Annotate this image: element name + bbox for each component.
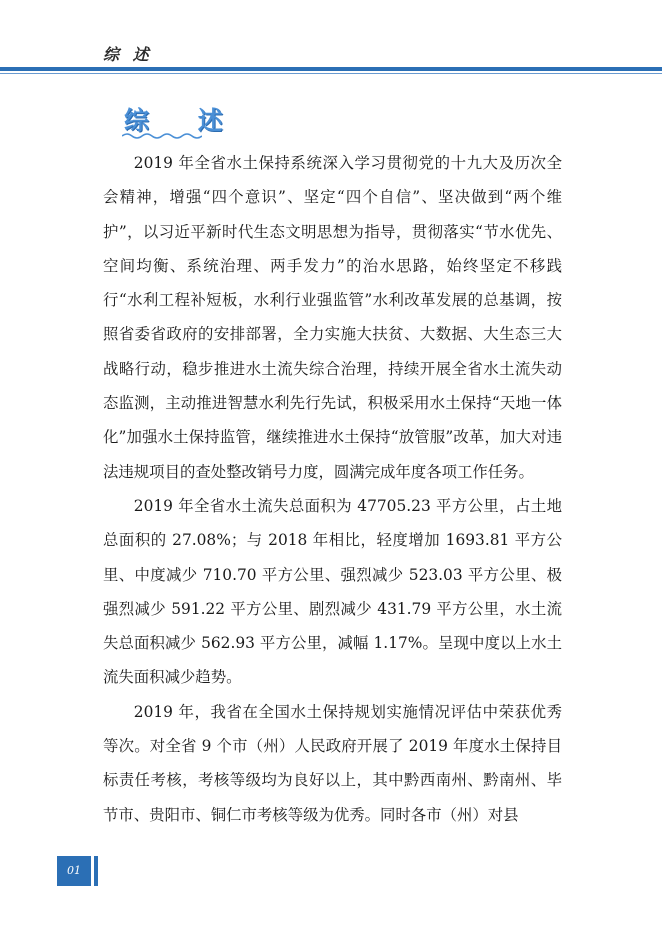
page-number: 01 (57, 856, 91, 886)
paragraph-2: 2019 年全省水土流失总面积为 47705.23 平方公里，占土地总面积的 27.08%；与 2018 年相比，轻度增加 1693.81 平方公里、中度减少 710.70 平方公里、强烈减少 523.03 平方公里、极强烈减少 591.22 平方公里、剧烈减少 431.79 平方公里，水土流失总面积减少 562.93 平方公里，减幅 1.17%。呈现中度以上水土流失面积减少趋势。 (103, 496, 562, 687)
body-text (103, 146, 562, 832)
running-header: 综 述 (103, 45, 153, 64)
header-rule-thin (0, 73, 662, 74)
header-rule (0, 67, 662, 71)
paragraph-3: 2019 年，我省在全国水土保持规划实施情况评估中荣获优秀等次。对全省 9 个市（州）人民政府开展了 2019 年度水土保持目标责任考核，考核等级均为良好以上，其中黔西南州、黔南州、毕节市、贵阳市、铜仁市考核等级为优秀。同时各市（州）对县 (103, 702, 562, 824)
page-title: 综 述 (124, 106, 243, 135)
title-underline-wave (122, 132, 202, 140)
page-number-bar (94, 856, 98, 886)
paragraph-1: 2019 年全省水土保持系统深入学习贯彻党的十九大及历次全会精神，增强“四个意识”、坚定“四个自信”、坚决做到“两个维护”，以习近平新时代生态文明思想为指导，贯彻落实“节水优先、空间均衡、系统治理、两手发力”的治水思路，始终坚定不移践行“水利工程补短板，水利行业强监管”水利改革发展的总基调，按照省委省政府的安排部署，全力实施大扶贫、大数据、大生态三大战略行动，稳步推进水土流失综合治理，持续开展全省水土流失动态监测，主动推进智慧水利先行先试，积极采用水土保持“天地一体化”加强水土保持监管，继续推进水土保持“放管服”改革，加大对违法违规项目的查处整改销号力度，圆满完成年度各项工作任务。 (103, 154, 562, 481)
